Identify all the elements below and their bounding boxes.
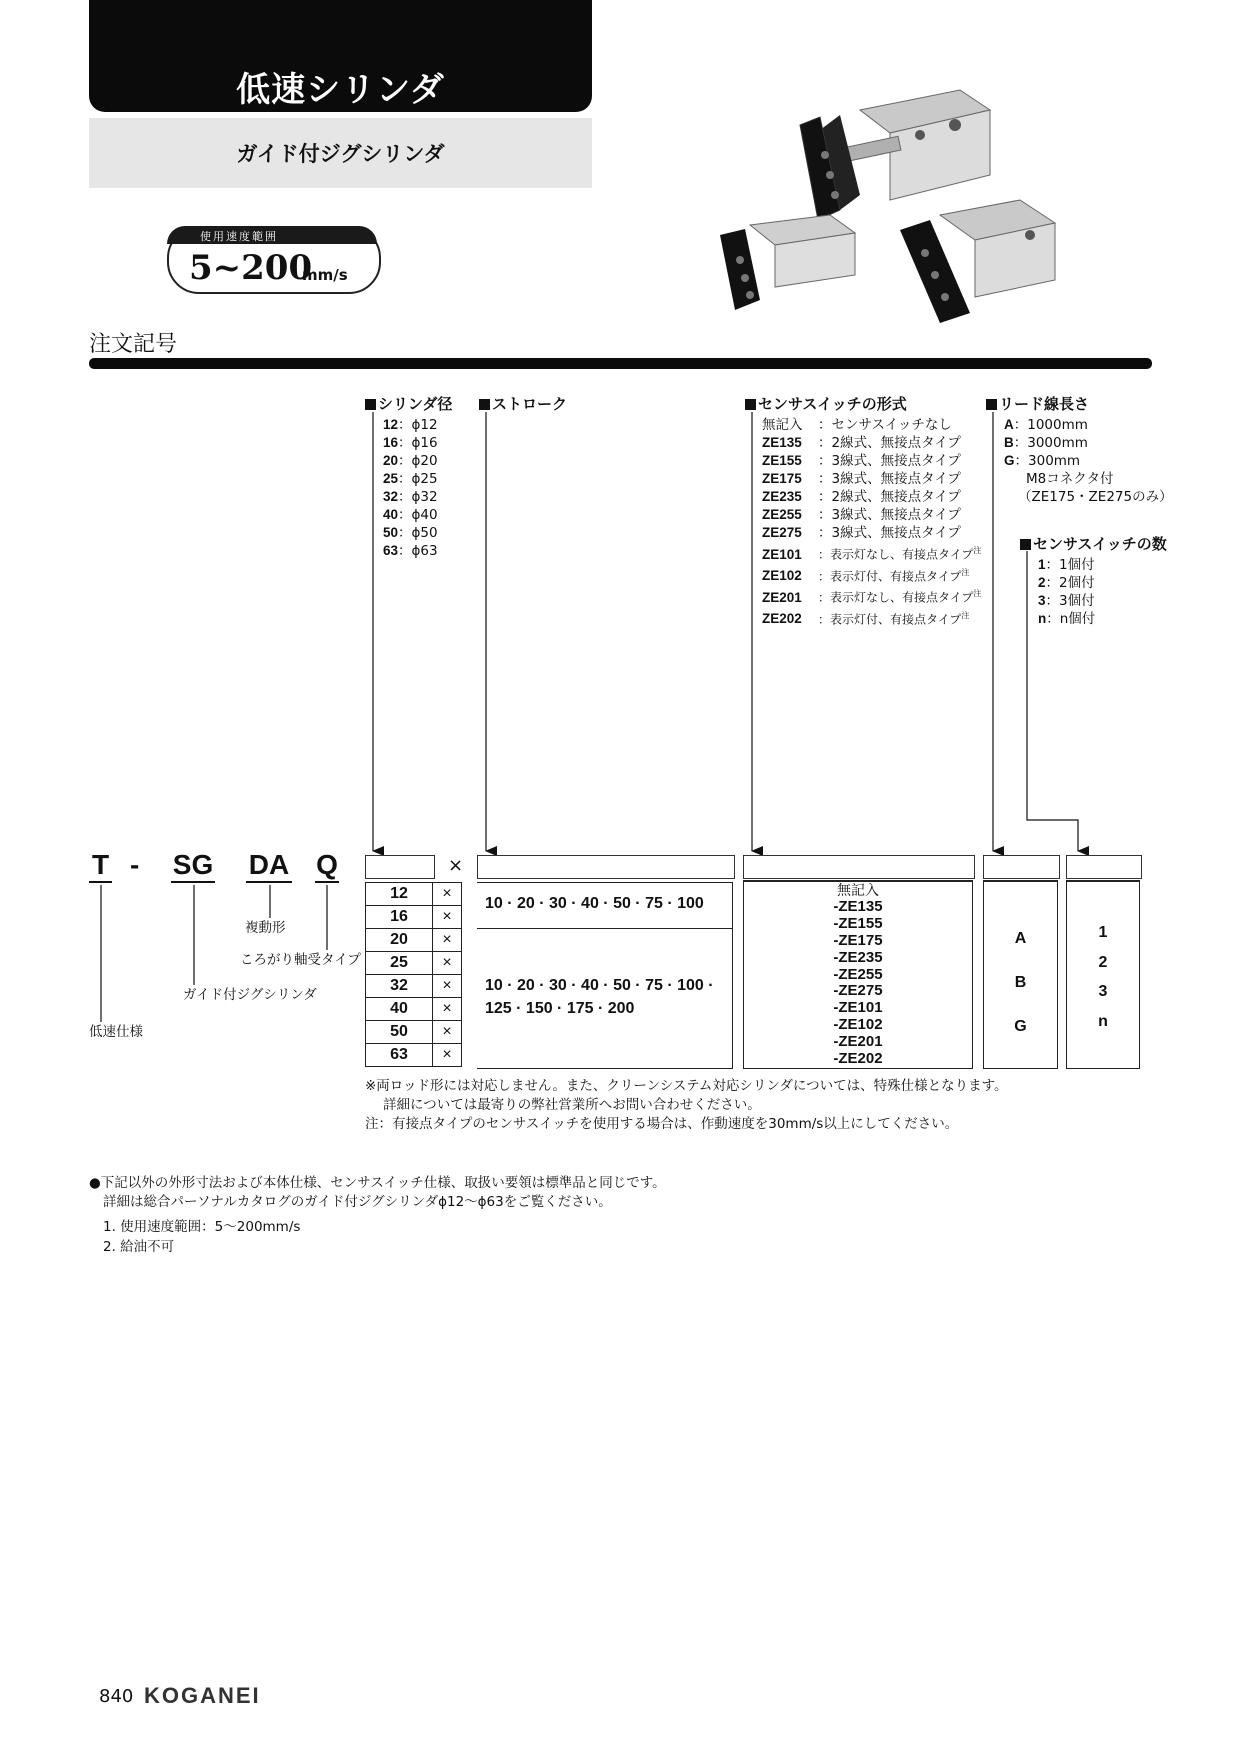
- lead-item: A：1000mm: [1004, 417, 1088, 433]
- stroke-range-large-2: 125 · 150 · 175 · 200: [485, 1000, 635, 1017]
- bore-item: 50：ϕ50: [383, 525, 438, 541]
- stroke-divider: [477, 928, 733, 929]
- brand-logo: KOGANEI: [144, 1683, 261, 1708]
- sensor-item: ZE235 ：2線式、無接点タイプ: [762, 489, 961, 505]
- sensor-heading: センサスイッチの形式: [745, 393, 907, 414]
- page-subtitle: ガイド付ジグシリンダ: [236, 142, 445, 166]
- times-cell: ×: [433, 952, 462, 975]
- stroke-range-large-1: 10 · 20 · 30 · 40 · 50 · 75 · 100 ·: [485, 977, 714, 994]
- lead-box: [983, 855, 1060, 879]
- sensor-item: ZE175 ：3線式、無接点タイプ: [762, 471, 961, 487]
- bore-cell: 25: [366, 952, 433, 975]
- bore-list: [383, 416, 438, 560]
- label-roller-bearing: ころがり軸受タイプ: [240, 952, 361, 968]
- count-item: 3：3個付: [1038, 593, 1095, 609]
- count-list: [1038, 556, 1095, 628]
- code-dash: -: [130, 849, 140, 880]
- bore-item: 32：ϕ32: [383, 489, 438, 505]
- stroke-range-small: 10 · 20 · 30 · 40 · 50 · 75 · 100: [485, 895, 704, 912]
- code-q: Q: [315, 849, 339, 883]
- label-low-speed: 低速仕様: [89, 1024, 143, 1040]
- times-cell: ×: [433, 1021, 462, 1044]
- sensor-item: 無記入 ：センサスイッチなし: [762, 417, 952, 433]
- bore-cell: 40: [366, 998, 433, 1021]
- times-cell: ×: [433, 998, 462, 1021]
- sensor-item: ZE135 ：2線式、無接点タイプ: [762, 435, 961, 451]
- footer-item-2: 2. 給油不可: [103, 1239, 175, 1255]
- bore-cell: 12: [366, 883, 433, 906]
- speed-badge-unit: mm/s: [302, 266, 348, 284]
- bore-cell: 63: [366, 1044, 433, 1067]
- page-title: 低速シリンダ: [236, 70, 445, 110]
- note-line-3: 注：有接点タイプのセンサスイッチを使用する場合は、作動速度を30mm/s以上にしてください。: [365, 1116, 959, 1132]
- label-double-acting: 複動形: [245, 920, 286, 936]
- sensor-item: ZE102 ：表示灯付、有接点タイプ$^注$: [762, 567, 970, 583]
- count-item: 2：2個付: [1038, 575, 1095, 591]
- footer-note-1: ●下記以外の外形寸法および本体仕様、センサスイッチ仕様、取扱い要領は標準品と同じです。: [89, 1175, 666, 1191]
- count-box: [1066, 855, 1142, 879]
- count-item: 1：1個付: [1038, 557, 1095, 573]
- speed-badge-value: 5~200: [189, 248, 313, 288]
- stroke-heading: ストローク: [479, 393, 567, 414]
- note-line-1: ※両ロッド形には対応しません。また、クリーンシステム対応シリンダについては、特殊仕様となります。: [365, 1078, 1008, 1094]
- bore-item: 63：ϕ63: [383, 543, 438, 559]
- times-cell: ×: [433, 929, 462, 952]
- times-cell: ×: [433, 975, 462, 998]
- sensor-item: ZE255 ：3線式、無接点タイプ: [762, 507, 961, 523]
- lead-note: M8コネクタ付: [1026, 471, 1114, 487]
- lead-item: B：3000mm: [1004, 435, 1088, 451]
- code-t: T: [89, 849, 112, 883]
- count-item: n：n個付: [1038, 611, 1096, 627]
- bore-cell: 32: [366, 975, 433, 998]
- bore-item: 16：ϕ16: [383, 435, 438, 451]
- bore-heading: シリンダ径: [365, 393, 452, 414]
- lead-note: （ZE175・ZE275のみ）: [1018, 489, 1173, 505]
- bore-item: 12：ϕ12: [383, 417, 438, 433]
- count-heading: センサスイッチの数: [1020, 533, 1167, 554]
- label-guided-jig: ガイド付ジグシリンダ: [183, 987, 317, 1003]
- page-number: 840: [99, 1686, 134, 1707]
- lead-item: G：300mm: [1004, 453, 1081, 469]
- code-da: DA: [246, 849, 292, 883]
- sensor-options: 無記入 -ZE135 -ZE155 -ZE175 -ZE235 -ZE255 -ZE275 -ZE101 -ZE102 -ZE201 -ZE202: [833, 882, 883, 1068]
- sensor-item: ZE275 ：3線式、無接点タイプ: [762, 525, 961, 541]
- code-sg: SG: [171, 849, 215, 883]
- count-options: 1 2 3 n: [1098, 924, 1108, 1030]
- sensor-item: ZE201 ：表示灯なし、有接点タイプ$^注$: [762, 589, 982, 605]
- bore-cell: 50: [366, 1021, 433, 1044]
- bore-box: [365, 855, 435, 879]
- sensor-item: ZE101 ：表示灯なし、有接点タイプ$^注$: [762, 546, 982, 562]
- bore-item: 20：ϕ20: [383, 453, 438, 469]
- sensor-item: ZE202 ：表示灯付、有接点タイプ$^注$: [762, 610, 970, 626]
- section-title: 注文記号: [89, 332, 178, 357]
- note-line-2: 詳細については最寄りの弊社営業所へお問い合わせください。: [383, 1097, 761, 1113]
- times-cell: ×: [433, 883, 462, 906]
- times-cell: ×: [433, 1044, 462, 1067]
- sensor-item: ZE155 ：3線式、無接点タイプ: [762, 453, 961, 469]
- lead-list: [1004, 416, 1173, 506]
- times-sign: ×: [448, 855, 464, 876]
- bore-cell: 16: [366, 906, 433, 929]
- footer-note-2: 詳細は総合パーソナルカタログのガイド付ジグシリンダϕ12～ϕ63をご覧ください。: [103, 1194, 612, 1210]
- bore-item: 25：ϕ25: [383, 471, 438, 487]
- spec-table: [365, 882, 462, 1067]
- speed-badge-label: 使用速度範囲: [200, 230, 278, 243]
- lead-options: A B G: [1014, 930, 1027, 1035]
- bore-item: 40：ϕ40: [383, 507, 438, 523]
- bore-cell: 20: [366, 929, 433, 952]
- lead-heading: リード線長さ: [986, 393, 1089, 414]
- times-cell: ×: [433, 906, 462, 929]
- sensor-list: [762, 416, 981, 628]
- footer-item-1: 1. 使用速度範囲：5～200mm/s: [103, 1219, 301, 1235]
- stroke-box: [477, 855, 735, 879]
- sensor-box: [743, 855, 975, 879]
